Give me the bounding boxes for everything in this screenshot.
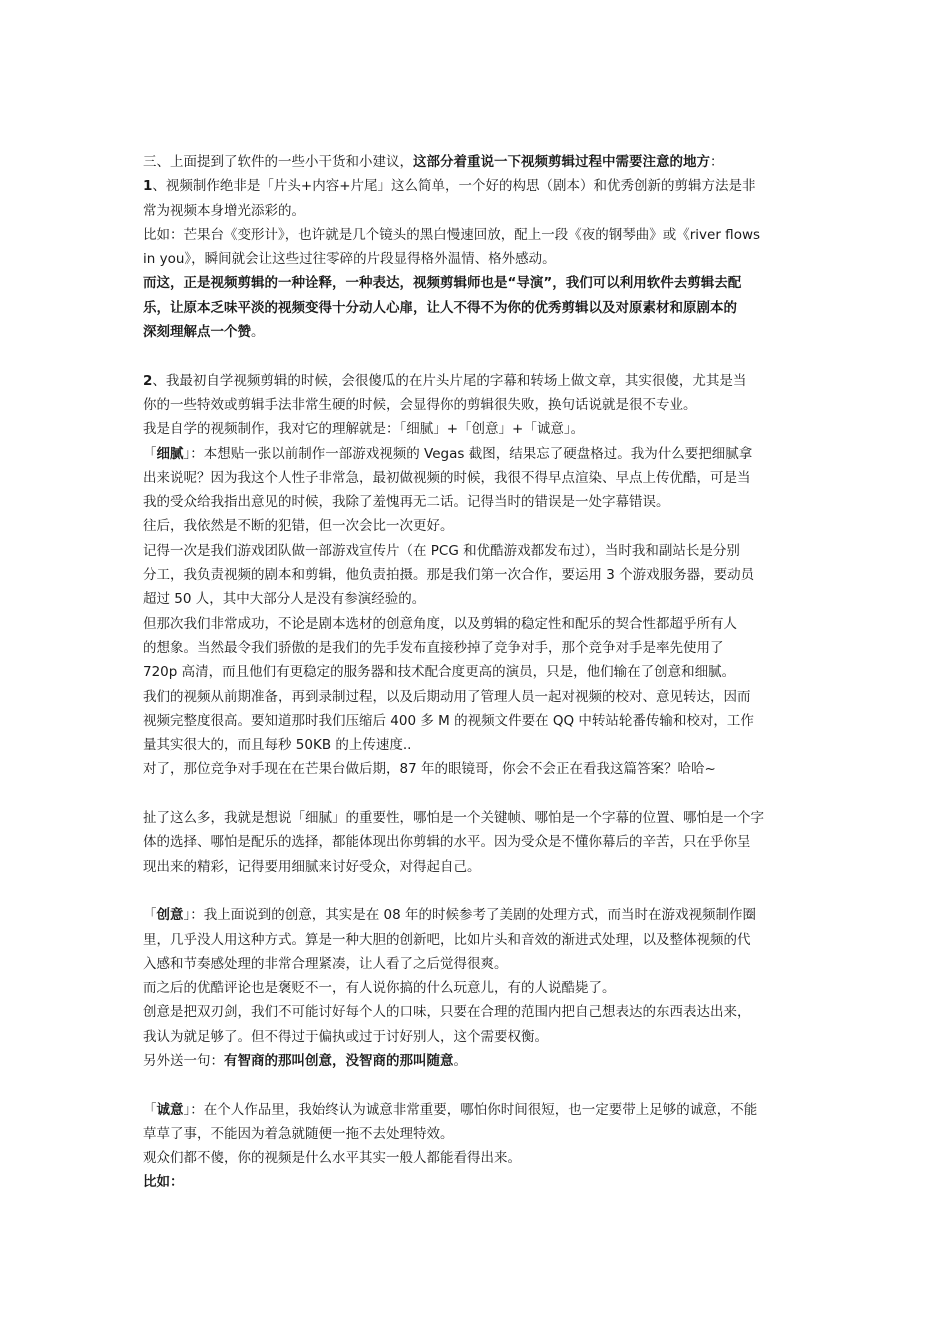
text-run: 常为视频本身增光添彩的。 [143,202,305,219]
text-line [143,733,815,757]
bold-text: 深刻理解点一个赞 [143,324,251,341]
text-run: 我们的视频从前期准备，再到录制过程，以及后期动用了管理人员一起对视频的校对、意见转达，因而 [143,688,751,705]
article-body [143,150,815,1195]
text-line [143,150,815,174]
paragraph [143,806,815,879]
text-run: 你的一些特效或剪辑手法非常生硬的时候，会显得你的剪辑很失败，换句话说就是很不专业。 [143,396,697,413]
text-line [143,587,815,611]
bold-text: 创意 [156,907,184,924]
paragraph [143,685,815,758]
paragraph [143,417,815,441]
text-line [143,174,815,198]
text-line [143,223,815,247]
paragraph-spacer [143,782,815,806]
paragraph [143,903,815,976]
paragraph [143,1098,815,1147]
text-run: 」：在个人作品里，我始终认为诚意非常重要，哪怕你时间很短，也一定要带上足够的诚意，不能 [183,1101,758,1118]
paragraph [143,223,815,272]
text-run: 入感和节奏感处理的非常合理紧凑，让人看了之后觉得很爽。 [143,955,508,972]
text-run: 」：本想贴一张以前制作一部游戏视频的 Vegas 截图，结果忘了硬盘格过。我为什么要把细腻拿 [183,445,753,462]
text-line [143,1049,815,1073]
text-run: 超过 50 人，其中大部分人是没有参演经验的。 [143,591,426,608]
text-run: 出来说呢？因为我这个人性子非常急，最初做视频的时候，我很不得早点渲染、早点上传优酷，可是当 [143,469,751,486]
text-run: 草草了事，不能因为着急就随便一拖不去处理特效。 [143,1125,454,1142]
text-run: 扯了这么多，我就是想说「细腻」的重要性，哪怕是一个关键帧、哪怕是一个字幕的位置、哪怕是一个字 [143,810,764,827]
text-line [143,466,815,490]
text-run: 观众们都不傻，你的视频是什么水平其实一般人都能看得出来。 [143,1150,521,1167]
text-run: in you》，瞬间就会让这些过往零碎的片段显得格外温情、格外感动。 [143,251,556,268]
text-run: 。 [453,1052,467,1069]
bold-text: 1 [143,178,153,195]
text-run: 我的受众给我指出意见的时候，我除了羞愧再无二话。记得当时的错误是一处字幕错误。 [143,494,670,511]
text-line [143,903,815,927]
text-run: 的想象。当然最令我们骄傲的是我们的先手发布直接秒掉了竞争对手，那个竞争对手是率先使用了 [143,639,724,656]
text-line [143,1000,815,1024]
text-run: 视频完整度很高。要知道那时我们压缩后 400 多 M 的视频文件要在 QQ 中转站轮番传输和校对，工作 [143,712,754,729]
text-line [143,976,815,1000]
text-run: 但那次我们非常成功，不论是剧本选材的创意角度，以及剪辑的稳定性和配乐的契合性都超乎所有人 [143,615,737,632]
text-line [143,271,815,295]
paragraph [143,369,815,418]
text-line [143,563,815,587]
text-line [143,417,815,441]
text-line [143,928,815,952]
text-line [143,199,815,223]
bold-text: 细腻 [156,445,184,462]
text-run: 720p 高清，而且他们有更稳定的服务器和技术配合度更高的演员，只是，他们输在了创意和细腻。 [143,664,736,681]
text-run: 记得一次是我们游戏团队做一部游戏宣传片（在 PCG 和优酷游戏都发布过），当时我和副站长是分别 [143,542,740,559]
paragraph [143,1049,815,1073]
text-run: 而之后的优酷评论也是褒贬不一，有人说你搞的什么玩意儿，有的人说酷毙了。 [143,980,616,997]
paragraph [143,1170,815,1194]
bold-text: 而这，正是视频剪辑的一种诠释，一种表达，视频剪辑师也是“导演”，我们可以利用软件去剪辑去配 [143,275,742,292]
text-line [143,830,815,854]
text-run: 往后，我依然是不断的犯错，但一次会比一次更好。 [143,518,454,535]
text-run: 比如：芒果台《变形计》，也许就是几个镜头的黑白慢速回放，配上一段《夜的钢琴曲》或《river flows [143,226,761,243]
text-line [143,296,815,320]
text-line [143,660,815,684]
paragraph [143,1146,815,1170]
bold-text: 诚意 [156,1101,184,1118]
text-line [143,369,815,393]
text-run: 量其实很大的，而且每秒 50KB 的上传速度.. [143,737,412,754]
paragraph [143,757,815,781]
bold-text: 有智商的那叫创意，没智商的那叫随意 [224,1052,454,1069]
text-run: 「 [143,445,157,462]
text-line [143,952,815,976]
text-line [143,806,815,830]
bold-text: 2 [143,372,153,389]
text-line [143,1025,815,1049]
paragraph-spacer [143,344,815,368]
text-run: 里，几乎没人用这种方式。算是一种大胆的创新吧，比如片头和音效的渐进式处理，以及整体视频的代 [143,931,751,948]
text-run: 我是自学的视频制作，我对它的理解就是：「细腻」+「创意」+「诚意」。 [143,421,585,438]
text-run: 、视频制作绝非是「片头+内容+片尾」这么简单，一个好的构思（剧本）和优秀创新的剪辑方法是非 [152,178,756,195]
bold-text: 这部分着重说一下视频剪辑过程中需要注意的地方 [413,154,710,170]
paragraph [143,442,815,515]
text-line [143,1122,815,1146]
text-line [143,1146,815,1170]
text-run: 体的选择、哪怕是配乐的选择，都能体现出你剪辑的水平。因为受众是不懂你幕后的辛苦，只在乎你呈 [143,834,751,851]
text-run: 分工，我负责视频的剧本和剪辑，他负责拍摄。那是我们第一次合作，要运用 3 个游戏服务器，要动员 [143,567,755,584]
text-line [143,636,815,660]
text-run: 。 [251,324,265,341]
paragraph [143,514,815,538]
text-run: 创意是把双刃剑，我们不可能讨好每个人的口味，只要在合理的范围内把自己想表达的东西表达出来， [143,1004,751,1021]
text-line [143,685,815,709]
text-line [143,855,815,879]
text-run: ： [710,154,724,170]
text-run: 另外送一句： [143,1052,224,1069]
text-run: 「 [143,1101,157,1118]
paragraph-spacer [143,1073,815,1097]
text-line [143,757,815,781]
paragraph [143,976,815,1000]
paragraph [143,612,815,685]
text-line [143,539,815,563]
text-run: 我认为就足够了。但不得过于偏执或过于讨好别人，这个需要权衡。 [143,1028,548,1045]
paragraph-spacer [143,879,815,903]
text-line [143,612,815,636]
paragraph [143,1000,815,1049]
paragraph [143,174,815,223]
text-line [143,320,815,344]
paragraph [143,150,815,174]
text-line [143,709,815,733]
bold-text: 乐，让原本乏味平淡的视频变得十分动人心扉，让人不得不为你的优秀剪辑以及对原素材和原剧本的 [143,299,737,316]
text-run: 三、上面提到了软件的一些小干货和小建议， [143,154,413,170]
text-line [143,514,815,538]
text-run: 对了，那位竞争对手现在在芒果台做后期，87 年的眼镜哥，你会不会正在看我这篇答案？哈哈~ [143,761,716,778]
paragraph [143,539,815,612]
text-run: 、我最初自学视频剪辑的时候，会很傻瓜的在片头片尾的字幕和转场上做文章，其实很傻，尤其是当 [152,372,747,389]
text-line [143,442,815,466]
paragraph [143,271,815,344]
text-run: 」：我上面说到的创意，其实是在 08 年的时候参考了美剧的处理方式，而当时在游戏视频制作圈 [183,907,757,924]
text-line [143,1098,815,1122]
text-run: 现出来的精彩，记得要用细腻来讨好受众，对得起自己。 [143,858,481,875]
bold-text: 比如： [143,1174,184,1191]
text-run: 「 [143,907,157,924]
text-line [143,490,815,514]
text-line [143,247,815,271]
text-line [143,393,815,417]
text-line [143,1170,815,1194]
